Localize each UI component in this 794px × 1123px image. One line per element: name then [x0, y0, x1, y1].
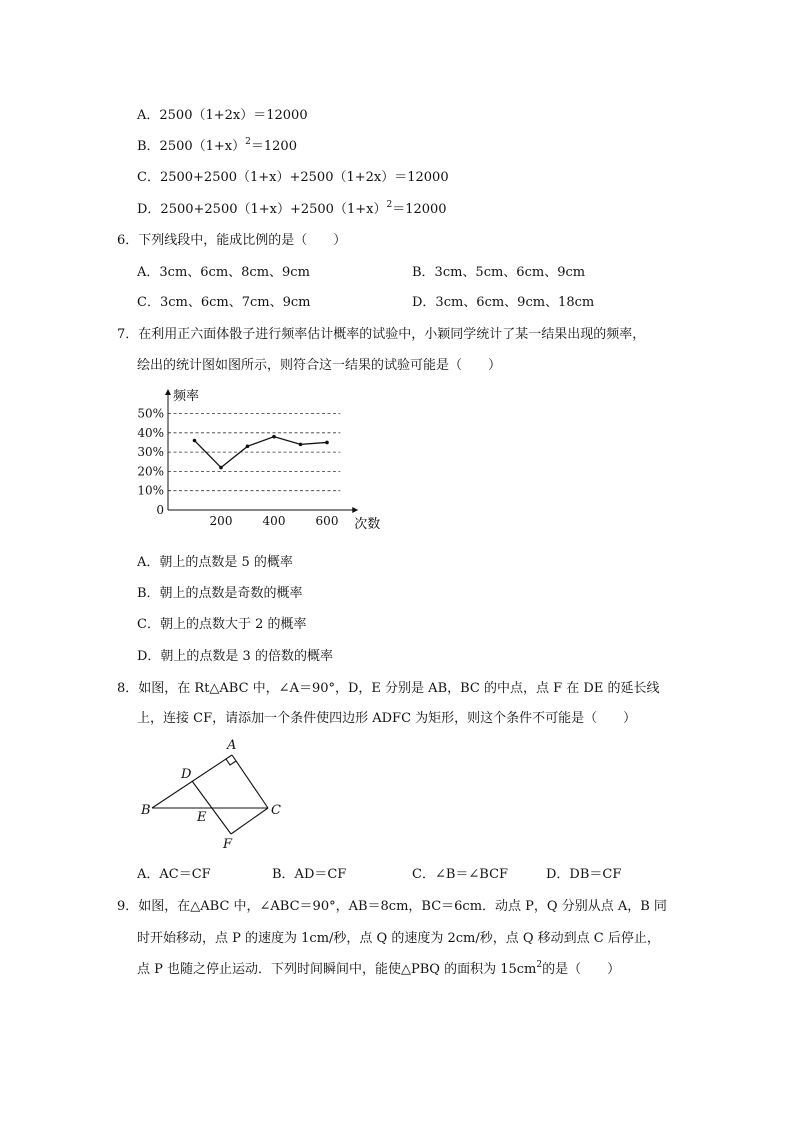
y-tick-label: 40% [137, 425, 164, 440]
q6-option-a: A．3cm、6cm、8cm、9cm [137, 265, 310, 280]
x-tick-label: 200 [209, 514, 233, 528]
label-point-a: A [227, 738, 237, 753]
y-axis-arrow [165, 389, 171, 395]
chart-grid [168, 414, 340, 491]
q6-option-c: C．3cm、6cm、7cm、9cm [137, 295, 311, 310]
geometry-figure-rt-triangle [130, 730, 300, 855]
q5-option-d-exponent: 2 [386, 200, 393, 210]
data-point [246, 445, 250, 449]
y-tick-label: 20% [137, 464, 164, 479]
q7-option-a: A．朝上的点数是 5 的概率 [137, 555, 293, 570]
q9-stem-line3-tail: 的是（ ） [542, 962, 621, 977]
q7-option-c: C．朝上的点数大于 2 的概率 [137, 617, 307, 632]
q5-option-b [137, 135, 297, 154]
q6-option-b: B．3cm、5cm、6cm、9cm [412, 265, 586, 280]
q7-option-d: D．朝上的点数是 3 的倍数的概率 [137, 649, 333, 664]
chart-y-ticks [137, 407, 164, 518]
q9-stem-line1: 9．如图，在△ABC 中，∠ABC＝90°，AB＝8cm，BC＝6cm．动点 P，Q 分别从点 A，B 同 [117, 899, 667, 914]
q7-stem-line1: 7．在利用正六面体骰子进行频率估计概率的试验中，小颖同学统计了某一结果出现的频率， [117, 327, 646, 342]
chart-y-axis-label: 频率 [173, 389, 200, 404]
chart-axes [165, 389, 358, 513]
segment-ac [232, 755, 268, 808]
y-tick-label: 10% [137, 483, 164, 498]
q8-option-a: A．AC＝CF [137, 867, 211, 882]
q5-option-d [137, 198, 447, 217]
q5-option-b-exponent: 2 [245, 137, 251, 147]
label-point-f: F [223, 837, 233, 852]
label-point-b: B [141, 803, 151, 818]
chart-x-axis-label: 次数 [354, 517, 381, 532]
label-point-e: E [197, 810, 207, 825]
q8-option-d: D．DB＝CF [546, 867, 622, 882]
q8-stem-line2: 上，连接 CF，请添加一个条件使四边形 ADFC 为矩形，则这个条件不可能是（ ） [137, 711, 637, 726]
y-tick-label: 30% [137, 445, 164, 460]
q9-stem-line2: 时开始移动，点 P 的速度为 1cm/秒，点 Q 的速度为 2cm/秒，点 Q 移动到点 C 后停止， [137, 931, 660, 946]
data-point [193, 439, 197, 443]
y-tick-label: 50% [137, 406, 164, 421]
q9-stem-line3-text: 点 P 也随之停止运动．下列时间瞬间中，能使△PBQ 的面积为 15cm [137, 962, 537, 977]
q6-stem: 6．下列线段中，能成比例的是（ ） [117, 233, 347, 248]
q5-option-c: C．2500+2500（1+x）+2500（1+2x）＝12000 [137, 170, 449, 185]
q7-option-b: B．朝上的点数是奇数的概率 [137, 586, 303, 601]
q5-option-b-text: B．2500（1+x） [137, 139, 246, 154]
q8-stem-line1: 8．如图，在 Rt△ABC 中，∠A＝90°，D，E 分别是 AB，BC 的中点，点 F 在 DE 的延长线 [117, 681, 660, 696]
data-point [325, 441, 329, 445]
q5-option-b-tail: ＝1200 [250, 139, 297, 154]
q6-option-d: D．3cm、6cm、9cm、18cm [412, 295, 595, 310]
q5-option-d-tail: ＝12000 [392, 202, 447, 217]
q9-stem-line3 [137, 958, 620, 977]
q5-option-a: A．2500（1+2x）＝12000 [137, 108, 308, 123]
x-tick-label: 600 [315, 514, 339, 528]
x-axis-arrow [352, 507, 358, 513]
q8-option-c: C．∠B＝∠BCF [412, 867, 509, 882]
q8-option-b: B．AD＝CF [272, 867, 347, 882]
q5-option-d-text: D．2500+2500（1+x）+2500（1+x） [137, 202, 387, 217]
q7-stem-line2: 绘出的统计图如图所示，则符合这一结果的试验可能是（ ） [137, 358, 502, 373]
frequency-line-chart [130, 383, 390, 535]
right-angle-mark [226, 759, 236, 765]
data-point [219, 466, 223, 470]
y-tick-label: 0 [156, 503, 164, 517]
label-point-d: D [181, 767, 192, 782]
chart-x-ticks [210, 514, 339, 528]
data-point [299, 443, 303, 447]
x-tick-label: 400 [262, 514, 286, 528]
segment-cf [231, 808, 268, 834]
q9-stem-exponent: 2 [536, 960, 543, 970]
label-point-c: C [271, 803, 281, 818]
data-point [272, 435, 276, 439]
